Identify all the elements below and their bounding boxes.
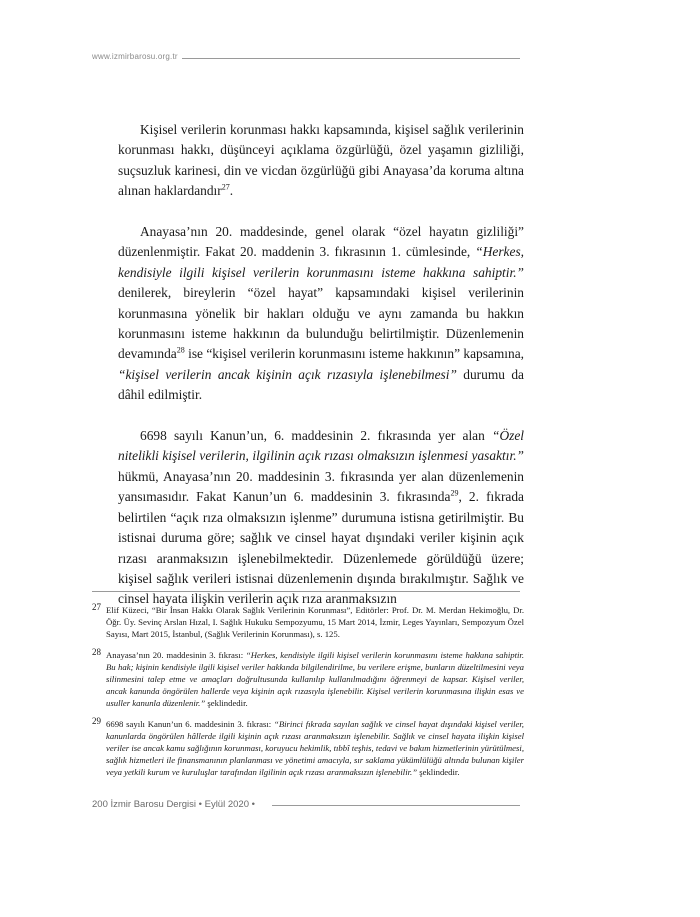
footnote-lead: Anayasa’nın 20. maddesinin 3. fıkrası: <box>106 649 246 660</box>
paragraph-2 <box>118 222 524 406</box>
footnote-number: 27 <box>92 602 101 612</box>
footnote-ref-27: 27 <box>221 182 230 192</box>
paragraph-3 <box>118 426 524 610</box>
paragraph-2-part4: durumu da dâhil edilmiştir. <box>118 366 524 403</box>
body-text <box>118 120 524 610</box>
footnote-quote: “Herkes, kendisiyle ilgili kişisel verilerin korunmasını isteme hakkına sahiptir. Bu hak; kişinin kendisiyle ilgili kişisel veriler hakkında bilgilendirilme, bu verilere erişme, bunların düzeltilmesini veya silinmesini talep etme ve amaçları doğrultusunda kullanılıp kullanılmadığını öğrenmeyi de kapsar. Kişisel veriler, ancak kanunda öngörülen hallerde veya kişinin açık rızasıyla işlenebilir. Kişisel verilerin korunmasına ilişkin esas ve usuller kanunla düzenlenir.” <box>106 649 524 709</box>
footnote-quote: “Birinci fıkrada sayılan sağlık ve cinsel hayat dışındaki kişisel veriler, kanunlarda öngörülen hâllerde ilgili kişinin açık rızası aranmaksızın işlenebilir. Sağlık ve cinsel hayata ilişkin kişisel veriler ise ancak kamu sağlığının korunması, koruyucu hekimlik, tıbbî teşhis, tedavi ve bakım hizmetlerinin yürütülmesi, sağlık hizmetleri ile finansmanının planlanması ve yönetimi amacıyla, sır saklama yükümlülüğü altında bulunan kişiler veya yetkili kurum ve kuruluşlar tarafından ilgilinin açık rızası aranmaksızın işlenebilir.” <box>106 718 524 778</box>
paragraph-1-text: Kişisel verilerin korunması hakkı kapsamında, kişisel sağlık verilerinin korunması hakkı, düşünceyi açıklama özgürlüğü, özel yaşamın gizliliği, suçsuzluk karinesi, din ve vicdan özgürlüğü gibi Anayasa’da koruma altına alınan haklardandır <box>118 122 524 199</box>
footnote-text: Elif Küzeci, “Bir İnsan Hakkı Olarak Sağlık Verilerinin Korunması”, Editörler: Prof. Dr. M. Merdan Hekimoğlu, Dr. Öğr. Üy. Sevinç Arslan Hızal, I. Sağlık Hukuku Sempozyumu, 15 Mart 2014, İzmir, Leges Yayınları, Sempozyum Özel Sayısı, Mart 2015, İstanbul, (Sağlık Verilerinin Korunması), s. 125. <box>106 605 524 640</box>
paragraph-2-quote2: “kişisel verilerin ancak kişinin açık rızasıyla işlenebilmesi” <box>118 366 457 382</box>
paragraph-2-part1: Anayasa’nın 20. maddesinde, genel olarak “özel hayatın gizliliği” düzenlenmiştir. Fakat 20. maddenin 3. fıkrasının 1. cümlesinde, <box>118 224 524 260</box>
paragraph-3-part2: hükmü, Anayasa’nın 20. maddesinin 3. fıkrasında yer alan düzenlemenin yansımasıdır. Fakat Kanun’un 6. maddesinin 3. fıkrasında <box>118 468 524 505</box>
paragraph-3-part3: , 2. fıkrada belirtilen “açık rıza olmaksızın işlenme” durumuna istisna getirilmiştir. Bu istisnai duruma göre; sağlık ve cinsel hayat dışındaki veriler kişinin açık rızası aranmaksızın işlenebilmektedir. Düzenlemede görüldüğü üzere; kişisel sağlık verileri istisnai düzenlemenin dışında bırakılmıştır. Sağlık ve cinsel hayata ilişkin verilerin açık rıza aranmaksızın <box>118 489 524 607</box>
footnote-rule <box>92 591 520 592</box>
paragraph-2-quote1: “Herkes, kendisiyle ilgili kişisel verilerin korunmasını isteme hakkına sahiptir.” <box>118 244 524 280</box>
footnote-ref-29: 29 <box>450 488 459 498</box>
paragraph-2-part2: denilerek, bireylerin “özel hayat” kapsamındaki kişisel verilerinin korunmasına yönelik bir hakları olduğu ve aynı zamanda bu hakkın korunmasını isteme hakkının da bulunduğu belirtilmiştir. Düzenlemenin devamında <box>118 285 524 362</box>
footnote-27 <box>92 604 524 641</box>
footnote-number: 29 <box>92 715 101 726</box>
footer-rule <box>272 805 520 806</box>
paragraph-3-quote1: “Özel nitelikli kişisel verilerin, ilgilinin açık rızası olmaksızın işlenmesi yasaktır.” <box>118 428 524 464</box>
header-url: www.izmirbarosu.org.tr <box>92 52 178 61</box>
footer-text: 200 İzmir Barosu Dergisi • Eylül 2020 • <box>92 799 255 810</box>
footnotes <box>92 604 524 787</box>
paragraph-2-part3: ise “kişisel verilerin korunmasını isteme hakkının” kapsamına, <box>184 346 524 362</box>
footnote-lead: 6698 sayılı Kanun’un 6. maddesinin 3. fıkrası: <box>106 718 274 729</box>
footnote-number: 28 <box>92 646 101 657</box>
header-rule <box>182 58 520 59</box>
footnote-28 <box>92 646 524 710</box>
paragraph-3-part1: 6698 sayılı Kanun’un, 6. maddesinin 2. fıkrasında yer alan <box>140 428 492 444</box>
footnote-29 <box>92 715 524 779</box>
paragraph-1: Kişisel verilerin korunması hakkı kapsamında, kişisel sağlık verilerinin korunması hakkı, düşünceyi açıklama özgürlüğü, özel yaşamın gizliliği, suçsuzluk karinesi, din ve vicdan özgürlüğü gibi Anayasa’da koruma altına alınan haklardandır$^{27}$. <box>118 122 524 199</box>
footnote-ref-28: 28 <box>176 345 185 355</box>
footnote-tail: şeklindedir. <box>417 767 460 778</box>
footnote-tail: şeklindedir. <box>205 698 248 709</box>
